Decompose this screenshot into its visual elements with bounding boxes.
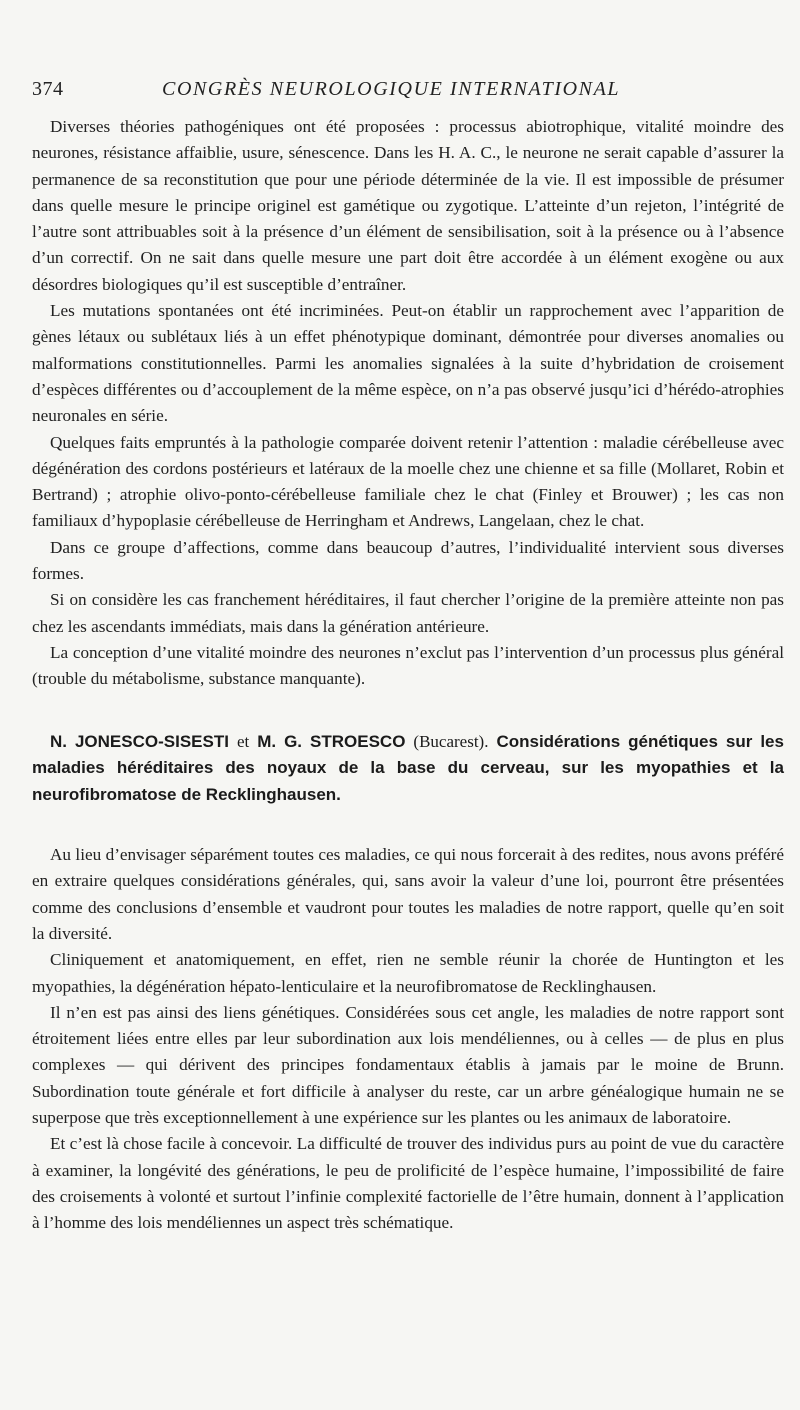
paragraph: Cliniquement et anatomiquement, en effet, rien ne semble réunir la chorée de Huntington et les myopathies, la dégénération hépato-lenticulaire et la neurofibromatose de Recklinghausen. [32,950,784,996]
article-heading [32,729,784,809]
affiliation: (Bucarest). [413,731,489,751]
paragraph: Si on considère les cas franchement héréditaires, il faut chercher l’origine de la première atteinte non pas chez les ascendants immédiats, mais dans la génération antérieure. [32,590,784,636]
paragraph: Diverses théories pathogéniques ont été proposées : processus abiotrophique, vitalité moindre des neurones, résistance affaiblie, usure, sénescence. Dans les H. A. C., le neurone ne serait capable d’assurer la permanence de sa reconstitution que pour une période déterminée de la vie. Il est impossible de présumer dans quelle mesure le principe originel est gamétique ou zygotique. L’atteinte d’un rejeton, l’intégrité de l’autre sont attribuables soit à la présence d’un élément de sensibilisation, soit à la présence ou à l’absence d’un correctif. On ne sait dans quelle mesure une part doit être accordée à un élément exogène ou aux désordres biologiques qu’il est susceptible d’entraîner. [32,117,784,294]
page-number: 374 [32,78,64,100]
running-title: CONGRÈS NEUROLOGIQUE INTERNATIONAL [162,78,621,100]
paragraph: Les mutations spontanées ont été incriminées. Peut-on établir un rapprochement avec l’apparition de gènes létaux ou sublétaux liés à un effet phénotypique dominant, démontrée pour diverses anomalies ou malformations constitutionnelles. Parmi les anomalies signalées à la suite d’hybridation de croisement d’espèces différentes ou d’accouplement de la même espèce, on n’a pas observé jusqu’ici d’hérédo-atrophies neuronales en série. [32,301,784,426]
author-1: N. JONESCO-SISESTI [50,731,229,751]
paragraph: Dans ce groupe d’affections, comme dans beaucoup d’autres, l’individualité intervient sous diverses formes. [32,537,784,584]
paragraph: La conception d’une vitalité moindre des neurones n’exclut pas l’intervention d’un processus plus général (trouble du métabolisme, substance manquante). [32,642,784,689]
article-title: Considérations génétiques sur les maladies héréditaires des noyaux de la base du cerveau, sur les myopathies et la neurofibromatose de Recklinghausen. [32,731,784,804]
paragraph: Quelques faits empruntés à la pathologie comparée doivent retenir l’attention : maladie cérébelleuse avec dégénération des cordons postérieurs et latéraux de la moelle chez une chienne et sa fille (Mollaret, Robin et Bertrand) ; atrophie olivo-ponto-cérébelleuse familiale chez le chat (Finley et Brouwer) ; les cas non familiaux d’hypoplasie cérébelleuse de Herringham et Andrews, Langelaan, chez le chat. [32,432,784,531]
author-2: M. G. STROESCO [257,731,406,751]
page-header [32,78,786,102]
paragraph: Et c’est là chose facile à concevoir. La difficulté de trouver des individus purs au point de vue du caractère à examiner, la longévité des générations, le peu de prolificité de l’espèce humaine, l’impossibilité de faire des croisements à volonté et surtout l’infinie complexité factorielle de l’être humain, donnent à l’application à l’homme des lois mendéliennes un aspect très schématique. [32,1134,784,1233]
body-text [32,114,784,1236]
paragraph: Il n’en est pas ainsi des liens génétiques. Considérées sous cet angle, les maladies de notre rapport sont étroitement liées entre elles par leur subordination aux lois mendéliennes, ou à celles — de plus en plus complexes — qui dérivent des principes fondamentaux établis à jamais par le moine de Brunn. Subordination toute générale et fort difficile à analyser du reste, car un arbre généalogique humain ne se superpose que très exceptionnellement à une expérience sur les plantes ou les animaux de laboratoire. [32,1002,784,1127]
paragraph: Au lieu d’envisager séparément toutes ces maladies, ce qui nous forcerait à des redites, nous avons préféré en extraire quelques considérations générales, qui, sans avoir la valeur d’une loi, pourront être présentées comme des conclusions d’ensemble et vaudront pour toutes les maladies de notre rapport, quelle qu’en soit la diversité. [32,845,784,943]
author-conjunction: et [236,731,250,751]
